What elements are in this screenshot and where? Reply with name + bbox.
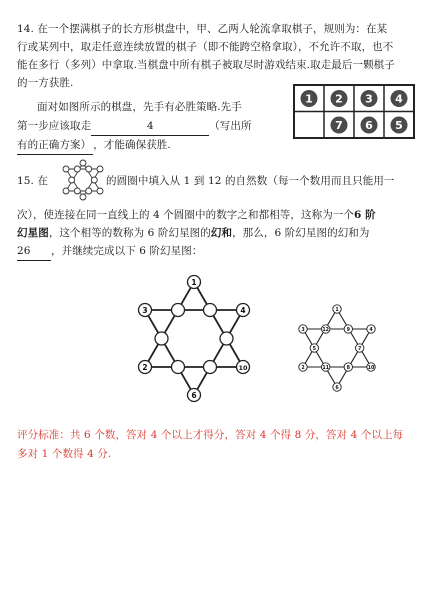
q14-line-5: 面对如图所示的棋盘，先手有必胜策略.先手 [37, 101, 242, 113]
q15-line-3-text: ，这个相等的数称为 6 阶幻星图的 [48, 227, 211, 239]
star-large-bottom: 6 [191, 390, 197, 400]
star-small-upper-left: 3 [301, 327, 305, 333]
board-row-bottom [331, 117, 408, 134]
star-large-upper-right: 4 [240, 305, 246, 315]
grading-line-1: 评分标准：共 6 个数，答对 4 个以上才得分，答对 4 个得 8 分，答对 4 个以上每 [17, 429, 404, 441]
star-small-top: 1 [335, 307, 339, 313]
q15-line-3 [17, 224, 370, 242]
stone-label: 2 [335, 92, 343, 106]
q14-line-7-tail: ，才能确保获胜. [93, 139, 171, 151]
q14-line-3: 能在多行（多列）中拿取.当棋盘中所有棋子被取尽时游戏结束.取走最后一颗棋子 [17, 59, 395, 71]
q15-line-1-end: 的圆圈中填入从 1 到 12 的自然数（每一个数用而且只能用一 [106, 175, 395, 187]
q15-term-star: 幻星图 [17, 227, 49, 239]
star-small-lower-right: 10 [367, 365, 375, 371]
q14-line-7-underlined: 有的正确方案） [17, 136, 93, 155]
q14-line-2: 行或某列中，取走任意连续放置的棋子（即不能跨空格拿取），不允许不取，也不 [17, 41, 394, 53]
q14-line-7 [17, 136, 171, 155]
stone-label: 1 [305, 92, 313, 106]
q15-term-order: 6 阶 [354, 209, 376, 221]
star-small-inner-top-right: 9 [346, 327, 350, 333]
star-large-lower-left: 2 [142, 362, 148, 372]
q14-line-1: 14. 在一个摆满棋子的长方形棋盘中，甲、乙两人轮流拿取棋子，规则为：在某 [17, 23, 388, 35]
q14-line-6-tail: （写出所 [209, 120, 252, 132]
star-small-mid-left: 5 [312, 346, 316, 352]
q15-line-2 [17, 206, 376, 224]
star-small-upper-right: 4 [369, 327, 373, 333]
q15-line-4 [17, 242, 202, 261]
q14-line-6 [17, 117, 252, 136]
stone-label: 5 [395, 119, 403, 132]
star-small-lower-left: 2 [301, 365, 305, 371]
stone-label: 6 [365, 119, 373, 132]
q15-line-3-end: ，那么，6 阶幻星图的幻和为 [232, 227, 370, 239]
star-large-lower-right: 10 [238, 363, 248, 372]
star-small-inner-top-left: 12 [322, 327, 330, 333]
star-small-inner-bottom-right: 8 [346, 365, 350, 371]
magic-star-large [136, 273, 256, 403]
star-small-bottom: 6 [335, 385, 339, 391]
q15-answer: 26 [17, 242, 51, 261]
grading-line-2: 多对 1 个数得 4 分. [17, 448, 112, 460]
star-small-inner-bottom-left: 11 [322, 365, 330, 371]
stone-label: 4 [395, 92, 403, 106]
q14-line-4: 的一方获胜. [17, 77, 74, 89]
q15-line-1-start: 15. 在 [17, 175, 49, 187]
star-large-upper-left: 3 [142, 305, 148, 315]
inline-hexagram-icon [60, 160, 106, 200]
q14-line-6-text: 第一步应该取走 [17, 120, 92, 132]
q15-line-2-text: 次），使连接在同一直线上的 4 个圆圈中的数字之和都相等，这称为一个 [17, 209, 355, 221]
q14-answer: 4 [91, 117, 209, 136]
q15-term-sum: 幻和 [210, 227, 233, 239]
star-small-mid-right: 7 [358, 346, 362, 352]
stone-label: 7 [335, 119, 343, 132]
chess-board [293, 84, 415, 139]
q15-line-4-text: ，并继续完成以下 6 阶幻星图： [51, 245, 203, 257]
stone-label: 3 [365, 92, 373, 106]
magic-star-small [296, 303, 378, 393]
star-large-top: 1 [191, 277, 197, 287]
